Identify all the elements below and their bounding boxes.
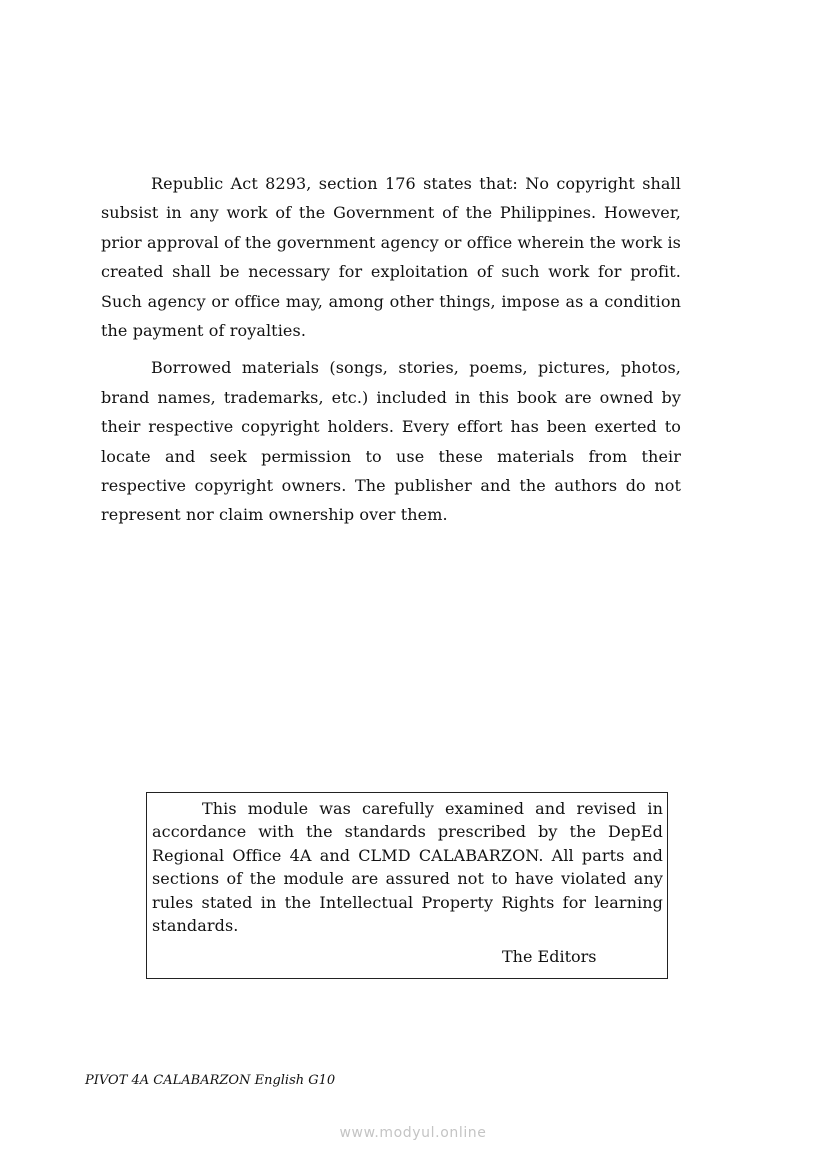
editor-signature: The Editors <box>502 947 597 967</box>
copyright-paragraph-borrowed-materials: Borrowed materials (songs, stories, poems, pictures, photos, brand names, trademarks, etc.) included in this book are owned by their respective copyright holders. Every effort has been exerted to locate and seek permission to use these materials from their respective copyright owners. The publisher and the authors do not represent nor claim ownership over them. <box>101 358 681 525</box>
copyright-paragraph-ra8293: Republic Act 8293, section 176 states that: No copyright shall subsist in any work of the Government of the Philippines. However, prior approval of the government agency or office wherein the work is created shall be necessary for exploitation of such work for profit. Such agency or office may, among other things, impose as a condition the payment of royalties. <box>101 174 681 341</box>
footer-label: PIVOT 4A CALABARZON English G10 <box>85 1073 336 1088</box>
copyright-notice <box>101 169 681 538</box>
editor-note-text: This module was carefully examined and revised in accordance with the standards prescribed by the DepEd Regional Office 4A and CLMD CALABARZON. All parts and sections of the module are assured not to have violated any rules stated in the Intellectual Property Rights for learning standards. <box>152 799 663 936</box>
editor-note-box <box>146 792 668 979</box>
watermark: www.modyul.online <box>339 1125 487 1141</box>
